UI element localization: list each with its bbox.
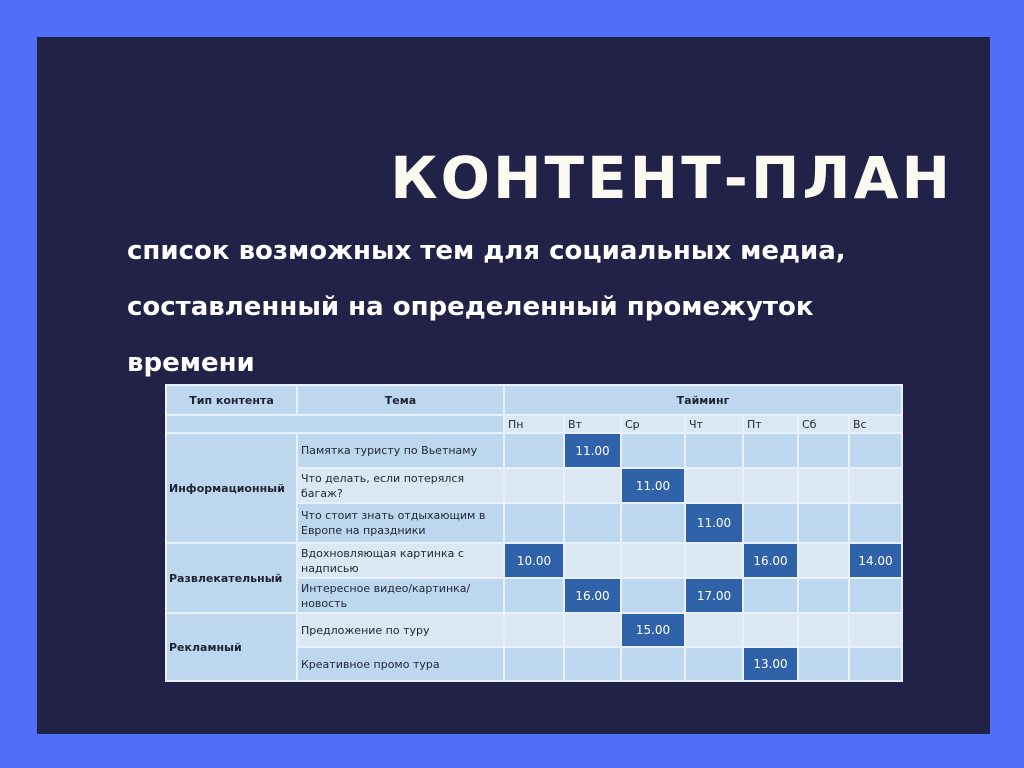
time-cell: [744, 579, 797, 612]
time-cell: [565, 544, 620, 577]
time-cell: [799, 469, 848, 502]
time-cell: [799, 614, 848, 646]
time-cell: [565, 469, 620, 502]
time-cell: [744, 434, 797, 467]
time-cell: [850, 469, 901, 502]
time-cell: [850, 648, 901, 680]
table-row: [167, 434, 901, 467]
day-header: Пн: [505, 416, 563, 432]
time-cell: [744, 614, 797, 646]
time-cell: [850, 504, 901, 542]
header-type: Тип контента: [167, 386, 296, 414]
day-header: Сб: [799, 416, 848, 432]
time-cell: [850, 614, 901, 646]
time-cell: [799, 434, 848, 467]
topic-cell: Вдохновляющая картинка с надписью: [298, 544, 503, 577]
time-cell: 16.00: [565, 579, 620, 612]
header-spacer: [167, 416, 503, 432]
topic-cell: Интересное видео/картинка/новость: [298, 579, 503, 612]
subtitle-line: список возможных тем для социальных медиа,: [127, 236, 846, 266]
time-cell: [565, 648, 620, 680]
category-info: Информационный: [167, 434, 296, 542]
day-header: Вт: [565, 416, 620, 432]
time-cell: [744, 504, 797, 542]
table-row: [167, 544, 901, 577]
time-cell: 15.00: [622, 614, 684, 646]
header-topic: Тема: [298, 386, 503, 414]
time-cell: [505, 434, 563, 467]
day-header: Чт: [686, 416, 742, 432]
header-timing: Тайминг: [505, 386, 901, 414]
category-entertain: Развлекательный: [167, 544, 296, 612]
time-cell: [850, 579, 901, 612]
topic-cell: Что делать, если потерялся багаж?: [298, 469, 503, 502]
time-cell: [799, 544, 848, 577]
time-cell: [505, 579, 563, 612]
time-cell: [505, 614, 563, 646]
time-cell: [744, 469, 797, 502]
time-cell: 11.00: [622, 469, 684, 502]
subtitle-line: времени: [127, 348, 255, 378]
day-header: Вс: [850, 416, 901, 432]
topic-cell: Креативное промо тура: [298, 648, 503, 680]
topic-cell: Памятка туристу по Вьетнаму: [298, 434, 503, 467]
time-cell: [565, 614, 620, 646]
table-row: [167, 614, 901, 646]
time-cell: [799, 504, 848, 542]
time-cell: [686, 469, 742, 502]
time-cell: [622, 579, 684, 612]
time-cell: [622, 434, 684, 467]
topic-cell: Что стоит знать отдыхающим в Европе на праздники: [298, 504, 503, 542]
time-cell: 17.00: [686, 579, 742, 612]
time-cell: [505, 504, 563, 542]
time-cell: [799, 579, 848, 612]
category-ads: Рекламный: [167, 614, 296, 680]
time-cell: [622, 504, 684, 542]
time-cell: 13.00: [744, 648, 797, 680]
page-title: КОНТЕНТ-ПЛАН: [390, 144, 953, 212]
time-cell: [686, 434, 742, 467]
time-cell: [565, 504, 620, 542]
time-cell: [505, 648, 563, 680]
time-cell: 14.00: [850, 544, 901, 577]
page-subtitle: [127, 223, 1007, 391]
time-cell: [850, 434, 901, 467]
time-cell: 11.00: [686, 504, 742, 542]
topic-cell: Предложение по туру: [298, 614, 503, 646]
day-header: Пт: [744, 416, 797, 432]
time-cell: [686, 544, 742, 577]
time-cell: [622, 544, 684, 577]
time-cell: [799, 648, 848, 680]
time-cell: [686, 614, 742, 646]
time-cell: 16.00: [744, 544, 797, 577]
time-cell: [686, 648, 742, 680]
day-header: Ср: [622, 416, 684, 432]
content-plan-table: [165, 384, 903, 682]
time-cell: 11.00: [565, 434, 620, 467]
time-cell: 10.00: [505, 544, 563, 577]
time-cell: [505, 469, 563, 502]
subtitle-line: составленный на определенный промежуток: [127, 292, 814, 322]
time-cell: [622, 648, 684, 680]
